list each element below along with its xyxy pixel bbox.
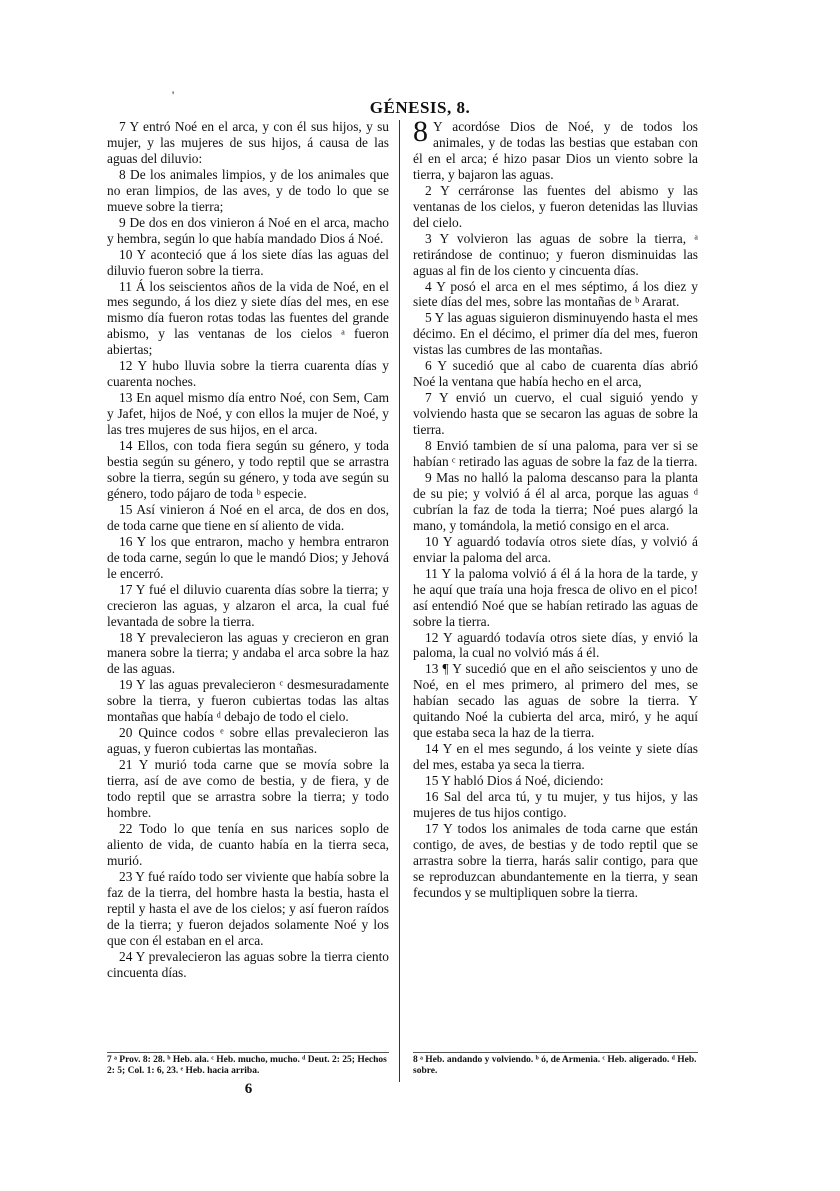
page-number: 6 [244,1081,253,1097]
verse: 2 Y cerráronse las fuentes del abismo y las ventanas de los cielos, y fueron detenidas las lluvias del cielo. [413,182,698,230]
verse: 13 ¶ Y sucedió que en el año seiscientos y uno de Noé, en el mes primero, al primero del mes, se habían secado las aguas de sobre la tierra. Y quitando Noé la cubierta del arca, miró, y he aquí que estaba seca la haz de la tierra. [413,661,698,741]
verse: 22 Todo lo que tenía en sus narices soplo de aliento de vida, de cuanto había en la tierra seca, murió. [107,820,389,868]
verse: 8 Envió tambien de sí una paloma, para ver si se habían ᶜ retirado las aguas de sobre la faz de la tierra. [413,438,698,470]
verse: 19 Y las aguas prevalecieron ᶜ desmesuradamente sobre la tierra, y fueron cubiertas todas las altas montañas que había ᵈ debajo de todo el cielo. [107,677,389,725]
chapter-number: 8 [413,115,428,148]
verse: 8 De los animales limpios, y de los animales que no eran limpios, de las aves, y de todo lo que se mueve sobre la tierra; [107,166,389,214]
verse: 13 En aquel mismo día entro Noé, con Sem, Cam y Jafet, hijos de Noé, y con ellos la mujer de Noé, y las tres mujeres de sus hijos, en el arca. [107,390,389,438]
verse: 12 Y hubo lluvia sobre la tierra cuarenta días y cuarenta noches. [107,358,389,390]
verse: 24 Y prevalecieron las aguas sobre la tierra ciento cincuenta días. [107,948,389,980]
page-title: GÉNESIS, 8. [369,98,471,117]
verse: 6 Y sucedió que al cabo de cuarenta días abrió Noé la ventana que había hecho en el arca, [413,358,698,390]
verse: 15 Y habló Dios á Noé, diciendo: [425,773,604,789]
verse: 11 Á los seiscientos años de la vida de Noé, en el mes segundo, á los diez y siete días del mes, en ese mismo día fueron rotas todas las fuentes del grande abismo, y las ventanas de los cielos ᵃ fueron abiertas; [107,278,389,358]
verse: 5 Y las aguas siguieron disminuyendo hasta el mes décimo. En el décimo, el primer día del mes, fueron vistas las cumbres de las montañas. [413,310,698,358]
stray-mark: ' [172,88,175,102]
verse: 20 Quince codos ᵉ sobre ellas prevalecieron las aguas, y fueron cubiertas las montañas. [107,725,389,757]
verse: 21 Y murió toda carne que se movía sobre la tierra, así de ave como de bestia, y de fiera, y de todo reptil que se arrastra sobre la tierra; y todo hombre. [107,757,389,820]
right-column [413,115,698,901]
verse: 7 Y entró Noé en el arca, y con él sus hijos, y su mujer, y las mujeres de sus hijos, á causa de las aguas del diluvio: [107,119,389,166]
verse: 11 Y la paloma volvió á él á la hora de la tarde, y he aquí que traía una hoja fresca de olivo en el pico! así entendió Noé que se habían retirado las aguas de sobre la tierra. [413,565,698,629]
verse: 4 Y posó el arca en el mes séptimo, á los diez y siete días del mes, sobre las montañas de ᵇ Ararat. [413,278,698,310]
right-verses [413,183,698,901]
verse: 23 Y fué raído todo ser viviente que había sobre la faz de la tierra, del hombre hasta la bestia, hasta el reptil y hasta el ave de los cielos; y así fueron raídos de la tierra; y fueron dejados solamente Noé y los que con él estaban en el arca. [107,868,389,948]
verse: 16 Sal del arca tú, y tu mujer, y tus hijos, y las mujeres de tus hijos contigo. [413,789,698,820]
verse: 17 Y fué el diluvio cuarenta días sobre la tierra; y crecieron las aguas, y alzaron el arca, la cual fué levantada de sobre la tierra. [107,581,389,629]
verse: 12 Y aguardó todavía otros siete días, y envió la paloma, la cual no volvió más á él. [413,629,698,661]
footnotes-left: 7 ᵃ Prov. 8: 28. ᵇ Heb. ala. ᶜ Heb. mucho, mucho. ᵈ Deut. 2: 25; Hechos 2: 5; Col. 1: 6, 23. ᵉ Heb. hacia arriba. [107,1052,389,1077]
verse-text: Y acordóse Dios de Noé, y de todos los animales, y de todas las bestias que estaban con él en el arca; é hizo pasar Dios un viento sobre la tierra, y bajaron las aguas. [413,119,698,182]
verse: 9 De dos en dos vinieron á Noé en el arca, macho y hembra, según lo que había mandado Dios á Noé. [107,214,389,246]
verse: 15 Así vinieron á Noé en el arca, de dos en dos, de toda carne que tiene en sí aliento de vida. [107,501,389,533]
verse: 14 Y en el mes segundo, á los veinte y siete días del mes, estaba ya seca la tierra. [413,741,698,773]
verse: 3 Y volvieron las aguas de sobre la tierra, ᵃ retirándose de continuo; y fueron disminuidas las aguas al fin de los ciento y cincuenta días. [413,230,698,278]
verse: 10 Y aguardó todavía otros siete días, y volvió á enviar la paloma del arca. [413,533,698,565]
verse: 16 Y los que entraron, macho y hembra entraron de toda carne, según lo que le mandó Dios; y Jehová le encerró. [107,533,389,581]
chapter-opening-verse [413,115,698,183]
verse: 7 Y envió un cuervo, el cual siguió yendo y volviendo hasta que se secaron las aguas de sobre la tierra. [413,390,698,438]
column-divider [399,120,400,1082]
left-column [107,119,389,980]
verse: 18 Y prevalecieron las aguas y crecieron en gran manera sobre la tierra; y andaba el arca sobre la haz de las aguas. [107,629,389,677]
footnotes-right: 8 ᵃ Heb. andando y volviendo. ᵇ ó, de Armenia. ᶜ Heb. aligerado. ᵈ Heb. sobre. [413,1052,698,1077]
verse: 17 Y todos los animales de toda carne que están contigo, de aves, de bestias y de todo reptil que se arrastra sobre la tierra, harás salir contigo, para que se reproduzcan abundantemente en la tierra, y sean fecundos y se multipliquen sobre la tierra. [413,820,698,900]
verse: 10 Y aconteció que á los siete días las aguas del diluvio fueron sobre la tierra. [107,246,389,278]
verse: 14 Ellos, con toda fiera según su género, y toda bestia según su género, y todo reptil que se arrastra sobre la tierra, según su género, y toda ave según su género, todo pájaro de toda ᵇ especie. [107,438,389,501]
verse: 9 Mas no halló la paloma descanso para la planta de su pie; y volvió á él al arca, porque las aguas ᵈ cubrían la faz de toda la tierra; Noé pues alargó la mano, y tomándola, la metió consigo en el arca. [413,469,698,533]
